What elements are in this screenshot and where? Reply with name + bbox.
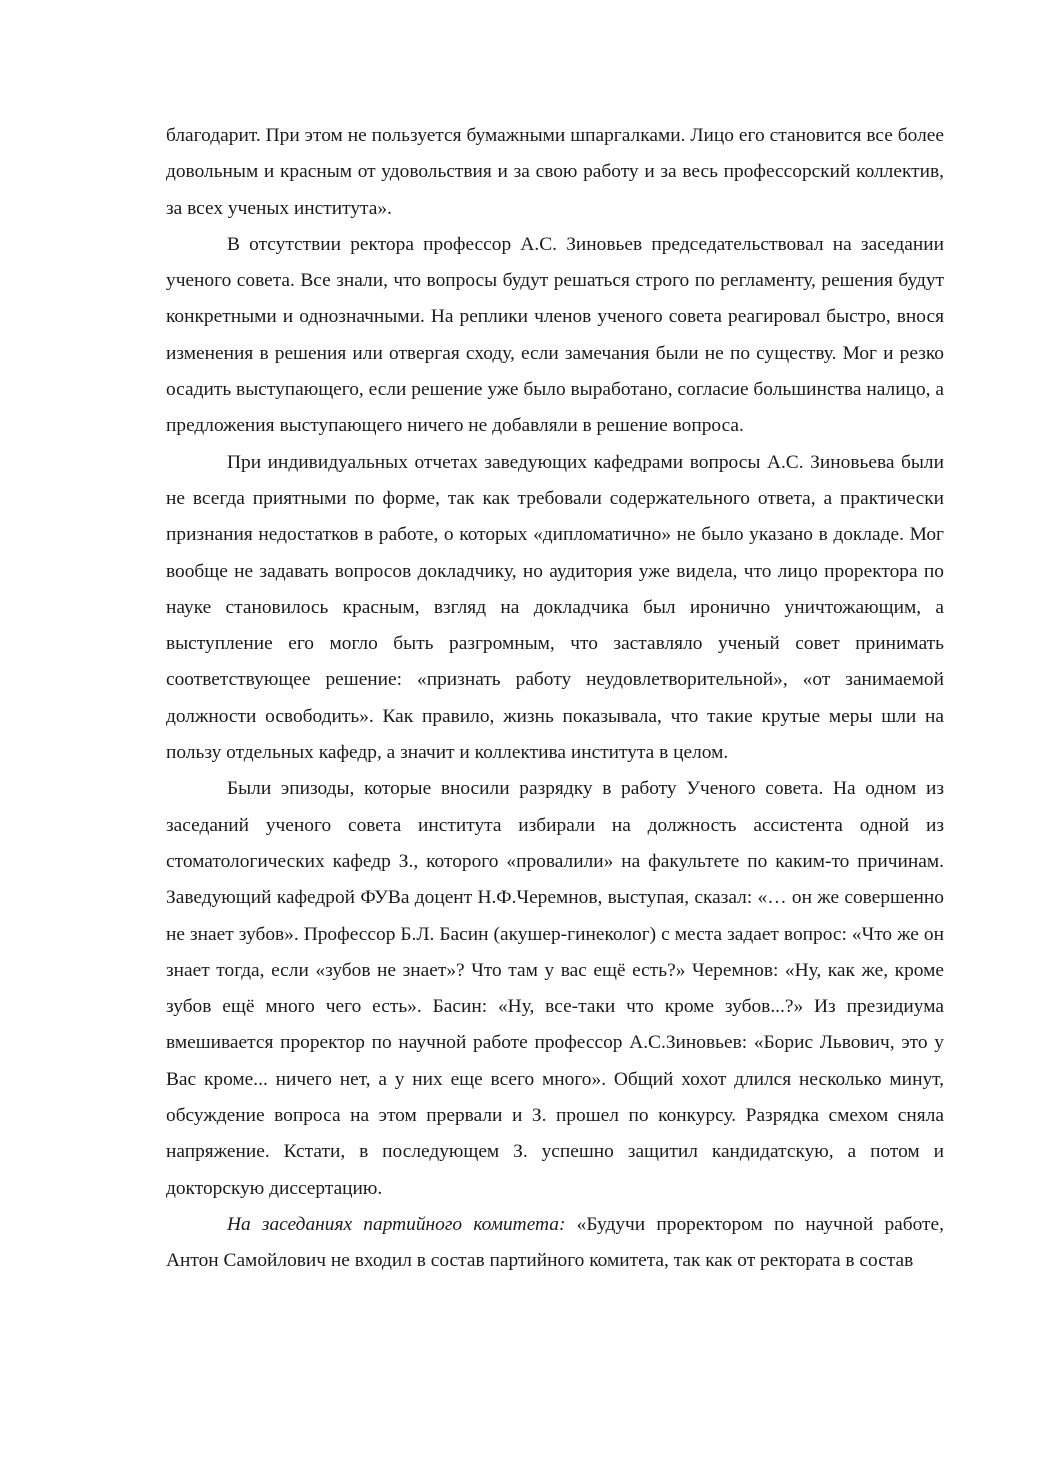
paragraph-3: При индивидуальных отчетах заведующих кафедрами вопросы А.С. Зиновьева были не всегда приятными по форме, так как требовали содержательного ответа, а практически признания недостатков в работе, о которых «дипломатично» не было указано в докладе. Мог вообще не задавать вопросов докладчику, но аудитория уже видела, что лицо проректора по науке становилось красным, взгляд на докладчика был иронично уничтожающим, а выступление его могло быть разгромным, что заставляло ученый совет принимать соответствующее решение: «признать работу неудовлетворительной», «от занимаемой должности освободить». Как правило, жизнь показывала, что такие крутые меры шли на пользу отдельных кафедр, а значит и коллектива института в целом.: [166, 451, 944, 764]
paragraph-1: благодарит. При этом не пользуется бумажными шпаргалками. Лицо его становится все более довольным и красным от удовольствия и за свою работу и за весь профессорский коллектив, за всех ученых института».: [166, 125, 944, 219]
paragraph-5-italic-lead: На заседаниях партийного комитета:: [227, 1213, 566, 1235]
paragraph-5: [166, 1207, 944, 1280]
paragraph-4: Были эпизоды, которые вносили разрядку в работу Ученого совета. На одном из заседаний ученого совета института избирали на должность ассистента одной из стоматологических кафедр З., которого «провалили» на факультете по каким-то причинам. Заведующий кафедрой ФУВа доцент Н.Ф.Черемнов, выступая, сказал: «… он же совершенно не знает зубов». Профессор Б.Л. Басин (акушер-гинеколог) с места задает вопрос: «Что же он знает тогда, если «зубов не знает»? Что там у вас ещё есть?» Черемнов: «Ну, как же, кроме зубов ещё много чего есть». Басин: «Ну, все-таки что кроме зубов...?» Из президиума вмешивается проректор по научной работе профессор А.С.Зиновьев: «Борис Львович, это у Вас кроме... ничего нет, а у них еще всего много». Общий хохот длился несколько минут, обсуждение вопроса на этом прервали и З. прошел по конкурсу. Разрядка смехом сняла напряжение. Кстати, в последующем З. успешно защитил кандидатскую, а потом и докторскую диссертацию.: [166, 778, 944, 1199]
paragraph-2: В отсутствии ректора профессор А.С. Зиновьев председательствовал на заседании ученого совета. Все знали, что вопросы будут решаться строго по регламенту, решения будут конкретными и однозначными. На реплики членов ученого совета реагировал быстро, внося изменения в решения или отвергая сходу, если замечания были не по существу. Мог и резко осадить выступающего, если решение уже было выработано, согласие большинства налицо, а предложения выступающего ничего не добавляли в решение вопроса.: [166, 233, 944, 437]
paragraph-5-text: «Будучи проректором по научной работе, Антон Самойлович не входил в состав партийного комитета, так как от ректората в состав: [166, 1213, 944, 1272]
document-body: [166, 118, 944, 1280]
